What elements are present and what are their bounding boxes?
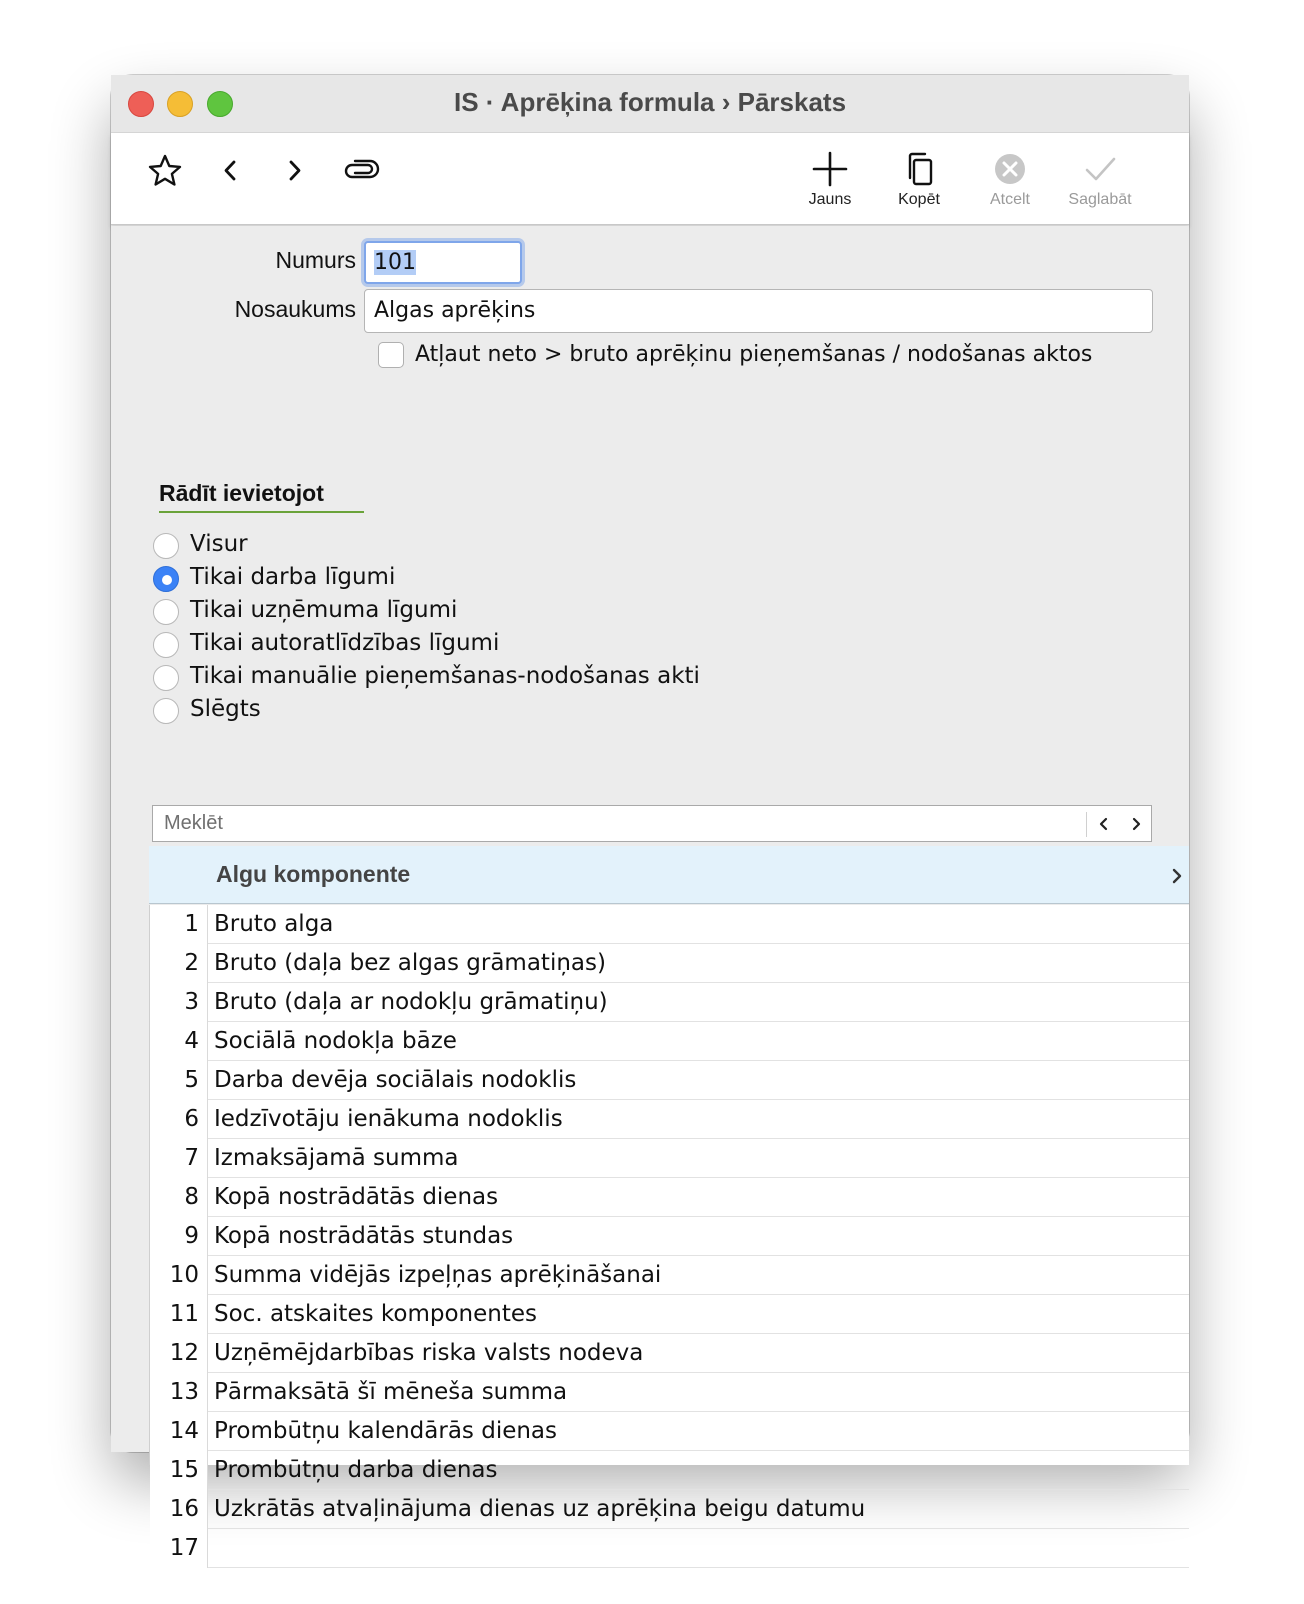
new-button-label: Jauns — [808, 191, 852, 208]
row-number: 3 — [150, 983, 208, 1022]
row-label: Prombūtņu darba dienas — [214, 1457, 498, 1483]
row-number: 15 — [150, 1451, 208, 1490]
cancel-button-label: Atcelt — [989, 191, 1030, 208]
table-row[interactable] — [150, 1256, 1189, 1295]
row-label: Bruto alga — [214, 911, 334, 937]
table-row[interactable] — [150, 983, 1189, 1022]
star-icon[interactable] — [145, 151, 185, 191]
paperclip-icon[interactable] — [341, 151, 381, 191]
row-label: Darba devēja sociālais nodoklis — [214, 1067, 577, 1093]
radio-button[interactable] — [153, 665, 179, 691]
row-label: Bruto (daļa bez algas grāmatiņas) — [214, 950, 606, 976]
table-row[interactable] — [150, 1412, 1189, 1451]
row-number: 9 — [150, 1217, 208, 1256]
row-number: 16 — [150, 1490, 208, 1529]
row-number: 1 — [150, 905, 208, 944]
radio-button[interactable] — [153, 533, 179, 559]
toolbar — [111, 133, 1189, 225]
form-content — [111, 226, 1189, 1561]
copy-button[interactable] — [879, 149, 959, 219]
search-next-icon[interactable] — [1125, 813, 1147, 835]
number-label: Numurs — [275, 247, 356, 273]
grid-header — [149, 846, 1189, 904]
cancel-button[interactable] — [970, 149, 1050, 219]
search-bar — [152, 805, 1152, 842]
copy-icon — [899, 149, 939, 189]
row-label: Kopā nostrādātās stundas — [214, 1223, 514, 1249]
column-header-salary-component[interactable]: Algu komponente — [216, 861, 411, 887]
row-number: 7 — [150, 1139, 208, 1178]
row-number: 8 — [150, 1178, 208, 1217]
row-number: 14 — [150, 1412, 208, 1451]
save-button-label: Saglabāt — [1068, 191, 1132, 208]
row-label: Uzkrātās atvaļinājuma dienas uz aprēķina beigu datumu — [214, 1496, 866, 1522]
plus-icon — [810, 149, 850, 189]
row-label: Iedzīvotāju ienākuma nodoklis — [214, 1106, 563, 1132]
row-label: Soc. atskaites komponentes — [214, 1301, 537, 1327]
title-bar[interactable] — [111, 75, 1189, 133]
new-button[interactable] — [790, 149, 870, 219]
row-label: Bruto (daļa ar nodokļu grāmatiņu) — [214, 989, 608, 1015]
forward-icon[interactable] — [275, 151, 315, 191]
allow-net-gross-label: Atļaut neto > bruto aprēķinu pieņemšanas / nodošanas aktos — [415, 342, 1093, 367]
radio-label: Tikai darba līgumi — [190, 564, 396, 590]
table-row[interactable] — [150, 1451, 1189, 1490]
row-label: Izmaksājamā summa — [214, 1145, 459, 1171]
row-label: Kopā nostrādātās dienas — [214, 1184, 499, 1210]
radio-label: Tikai uzņēmuma līgumi — [190, 597, 458, 623]
row-number: 10 — [150, 1256, 208, 1295]
save-button[interactable] — [1060, 149, 1140, 219]
table-row[interactable] — [150, 944, 1189, 983]
search-divider — [1086, 812, 1087, 837]
search-input[interactable] — [153, 806, 1083, 841]
show-when-inserting-heading: Rādīt ievietojot — [159, 480, 324, 506]
row-number: 2 — [150, 944, 208, 983]
table-row[interactable] — [150, 1139, 1189, 1178]
chevron-right-icon[interactable] — [1167, 865, 1187, 887]
name-field[interactable]: Algas aprēķins — [364, 289, 1153, 333]
table-row[interactable] — [150, 1373, 1189, 1412]
name-label: Nosaukums — [234, 296, 356, 322]
row-label: Pārmaksātā šī mēneša summa — [214, 1379, 568, 1405]
row-number: 13 — [150, 1373, 208, 1412]
back-icon[interactable] — [211, 151, 251, 191]
checkmark-icon — [1080, 149, 1120, 189]
row-number: 11 — [150, 1295, 208, 1334]
table-row[interactable] — [150, 905, 1189, 944]
table-row[interactable] — [150, 1490, 1189, 1529]
row-label: Sociālā nodokļa bāze — [214, 1028, 457, 1054]
row-number: 4 — [150, 1022, 208, 1061]
table-row[interactable] — [150, 1334, 1189, 1373]
table-row[interactable] — [150, 1178, 1189, 1217]
row-label: Prombūtņu kalendārās dienas — [214, 1418, 558, 1444]
search-prev-icon[interactable] — [1093, 813, 1115, 835]
table-row[interactable] — [150, 1217, 1189, 1256]
radio-button[interactable] — [153, 599, 179, 625]
allow-net-gross-checkbox[interactable] — [378, 342, 404, 368]
window-title: IS · Aprēķina formula › Pārskats — [453, 87, 847, 117]
table-row[interactable] — [150, 1100, 1189, 1139]
row-number: 5 — [150, 1061, 208, 1100]
row-label: Summa vidējās izpeļņas aprēķināšanai — [214, 1262, 662, 1288]
radio-button[interactable] — [153, 632, 179, 658]
row-number: 17 — [150, 1529, 208, 1568]
radio-button[interactable] — [153, 698, 179, 724]
number-field[interactable] — [364, 241, 522, 284]
radio-label: Tikai autoratlīdzības līgumi — [190, 630, 500, 656]
radio-label: Tikai manuālie pieņemšanas-nodošanas akti — [190, 663, 700, 689]
radio-label: Slēgts — [190, 696, 261, 722]
table-row[interactable] — [150, 1529, 1189, 1568]
salary-components-table — [149, 905, 1189, 1561]
radio-label: Visur — [190, 531, 248, 557]
number-value: 101 — [374, 250, 416, 275]
table-row[interactable] — [150, 1061, 1189, 1100]
row-number: 6 — [150, 1100, 208, 1139]
row-label: Uzņēmējdarbības riska valsts nodeva — [214, 1340, 644, 1366]
app-window — [111, 75, 1189, 1561]
copy-button-label: Kopēt — [898, 191, 940, 208]
table-row[interactable] — [150, 1022, 1189, 1061]
radio-button-selected[interactable] — [153, 566, 179, 592]
row-number: 12 — [150, 1334, 208, 1373]
table-row[interactable] — [150, 1295, 1189, 1334]
section-underline — [159, 511, 364, 513]
cancel-circle-icon — [990, 149, 1030, 189]
